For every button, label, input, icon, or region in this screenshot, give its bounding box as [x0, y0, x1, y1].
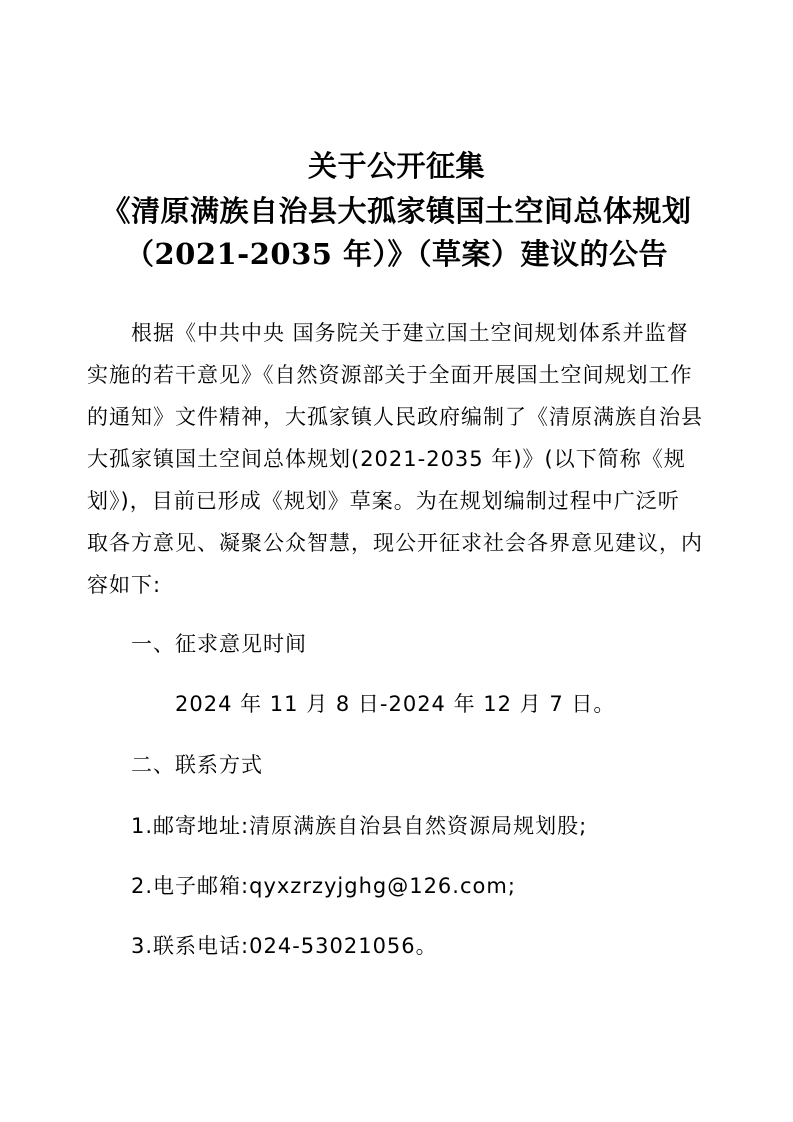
paragraph-line: 取各方意见、凝聚公众智慧，现公开征求社会各界意见建议，内	[87, 531, 703, 555]
solicitation-period: 2024 年 11 月 8 日-2024 年 12 月 7 日。	[175, 692, 616, 716]
section-heading-contact: 二、联系方式	[131, 753, 263, 777]
notice-title-line-2: 《清原满族自治县大孤家镇国土空间总体规划	[101, 194, 692, 228]
section-heading-time: 一、征求意见时间	[131, 632, 307, 656]
paragraph-line: 容如下:	[87, 573, 162, 597]
paragraph-line: 划》)，目前已形成《规划》草案。为在规划编制过程中广泛听	[87, 489, 680, 513]
notice-title-line-1: 关于公开征集	[307, 149, 485, 183]
paragraph-line: 实施的若干意见》《自然资源部关于全面开展国土空间规划工作	[87, 363, 693, 387]
contact-email: 2.电子邮箱:qyxzrzyjghg@126.com;	[131, 874, 516, 898]
paragraph-line: 大孤家镇国土空间总体规划(2021-2035 年)》(以下简称《规	[87, 447, 686, 471]
paragraph-line: 根据《中共中央 国务院关于建立国土空间规划体系并监督	[131, 321, 689, 345]
notice-title-line-3: （2021-2035 年）》（草案）建议的公告	[124, 237, 669, 271]
contact-mailing-address: 1.邮寄地址:清原满族自治县自然资源局规划股;	[131, 814, 588, 838]
paragraph-line: 的通知》文件精神，大孤家镇人民政府编制了《清原满族自治县	[87, 405, 703, 429]
contact-phone: 3.联系电话:024-53021056。	[131, 934, 438, 958]
